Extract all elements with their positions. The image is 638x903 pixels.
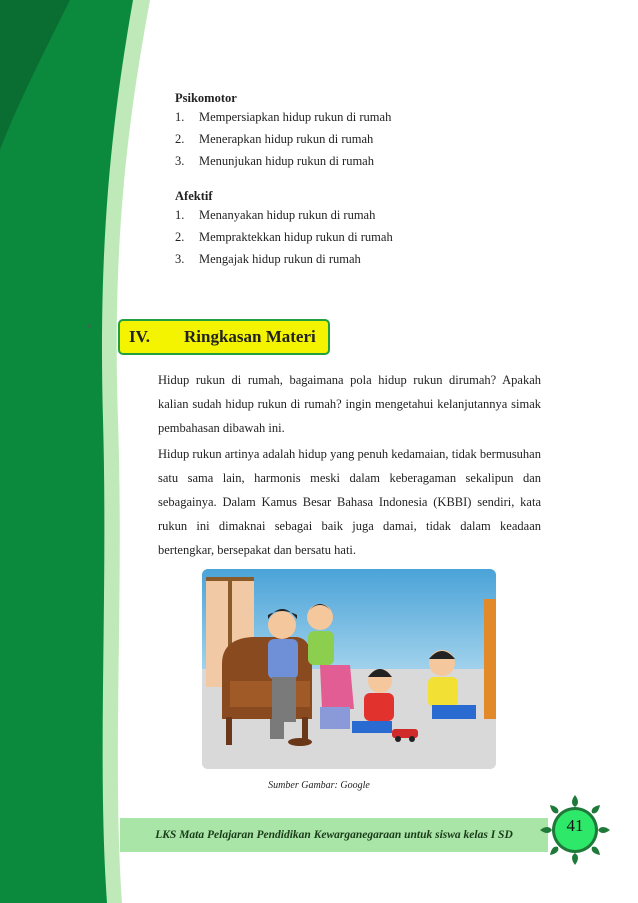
list-item: 3. Menunjukan hidup rukun di rumah	[175, 154, 374, 168]
list-item: 2. Mempraktekkan hidup rukun di rumah	[175, 230, 393, 244]
afektif-section	[175, 188, 393, 270]
paragraph: Hidup rukun artinya adalah hidup yang penuh kedamaian, tidak bermusuhan satu sama lain, harmonis meski dalam keberagaman sekalipun dan sebagainya. Dalam Kamus Besar Bahasa Indonesia (KBBI) sendiri, kata rukun ini dimaknai sebagai baik juga damai, tidak dalam keadaan bertengkar, bersepakat dan bersatu hati.	[158, 447, 541, 557]
family-illustration	[202, 569, 496, 769]
page-number: 41	[566, 816, 584, 835]
section-number: IV.	[129, 327, 150, 346]
list-item: 1. Menanyakan hidup rukun di rumah	[175, 208, 376, 222]
psikomotor-section	[175, 90, 391, 172]
footer-text: LKS Mata Pelajaran Pendidikan Kewarganegaraan untuk siswa kelas I SD	[155, 829, 513, 841]
margin-mark: e	[88, 322, 92, 330]
image-caption: Sumber Gambar: Google	[268, 780, 370, 791]
list-item: 3. Mengajak hidup rukun di rumah	[175, 252, 361, 266]
psikomotor-heading: Psikomotor	[175, 91, 237, 105]
left-decorative-band	[0, 0, 150, 903]
section-label: Ringkasan Materi	[184, 327, 316, 346]
footer-bar	[120, 818, 548, 852]
section-title	[118, 319, 330, 355]
paragraph: Hidup rukun di rumah, bagaimana pola hidup rukun dirumah? Apakah kalian sudah hidup rukun di rumah? ingin mengetahui kelanjutannya simak pembahasan dibawah ini.	[158, 373, 541, 435]
list-item: 2. Menerapkan hidup rukun di rumah	[175, 132, 374, 146]
list-item: 1. Mempersiapkan hidup rukun di rumah	[175, 110, 392, 124]
afektif-heading: Afektif	[175, 189, 213, 203]
